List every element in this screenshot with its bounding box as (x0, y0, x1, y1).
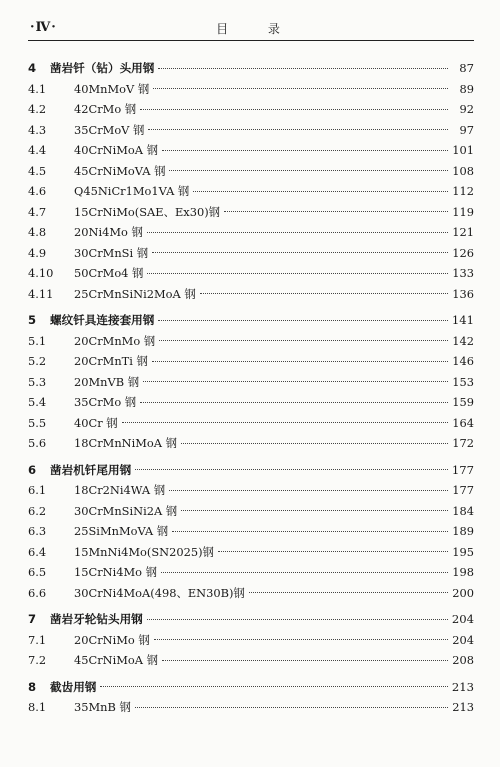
entry-page: 112 (452, 184, 474, 198)
table-of-contents (28, 60, 474, 720)
dot-leader (100, 686, 447, 687)
entry-page: 177 (451, 462, 474, 477)
entry-number: 4.5 (28, 163, 47, 178)
toc-section-row[interactable] (28, 503, 474, 524)
dot-leader (147, 273, 448, 274)
entry-title: 50CrMo4 钢 (74, 266, 144, 280)
dot-leader (162, 660, 448, 661)
dot-leader (158, 320, 448, 321)
entry-number: 6.3 (28, 524, 47, 538)
toc-section-row[interactable] (28, 415, 474, 436)
entry-page: 204 (452, 632, 474, 647)
dot-leader (135, 469, 448, 470)
entry-title: 25CrMnSiNi2MoA 钢 (74, 286, 196, 301)
entry-number: 5.4 (28, 395, 47, 409)
entry-page: 204 (451, 612, 474, 626)
toc-chapter-row[interactable] (28, 462, 474, 483)
entry-title: 20Ni4Mo 钢 (74, 225, 143, 239)
entry-page: 198 (452, 565, 474, 579)
entry-number: 4.2 (28, 102, 47, 116)
entry-title: 35CrMoV 钢 (74, 122, 145, 137)
toc-section-row[interactable] (28, 163, 474, 184)
entry-number: 6.2 (28, 503, 47, 518)
entry-page: 177 (452, 483, 474, 497)
entry-page: 208 (452, 653, 474, 667)
entry-page: 213 (452, 700, 474, 714)
toc-section-row[interactable] (28, 632, 474, 653)
toc-section-row[interactable] (28, 81, 474, 102)
entry-page: 126 (452, 245, 474, 260)
entry-title: 45CrNiMoA 钢 (74, 653, 159, 667)
entry-title: 15CrNi4Mo 钢 (74, 565, 158, 579)
dot-leader (154, 639, 448, 640)
entry-number: 5.5 (28, 415, 47, 430)
entry-page: 146 (452, 354, 474, 368)
dot-leader (159, 340, 448, 341)
toc-chapter-row[interactable] (28, 60, 474, 81)
entry-number: 4 (28, 61, 37, 75)
entry-title: 凿岩钎（钻）头用钢 (50, 61, 155, 75)
toc-section-row[interactable] (28, 523, 474, 544)
dot-leader (152, 361, 448, 362)
dot-leader (158, 68, 448, 69)
dot-leader (147, 232, 448, 233)
entry-number: 5.6 (28, 436, 47, 450)
entry-page: 101 (452, 143, 474, 157)
toc-section-row[interactable] (28, 544, 474, 565)
entry-title: 20CrMnTi 钢 (74, 354, 148, 368)
entry-page: 195 (452, 544, 474, 559)
entry-page: 119 (452, 204, 474, 219)
toc-chapter-row[interactable] (28, 611, 474, 632)
entry-page: 200 (452, 585, 474, 600)
toc-section-row[interactable] (28, 245, 474, 266)
dot-leader (181, 443, 448, 444)
toc-section-row[interactable] (28, 699, 474, 720)
toc-section-row[interactable] (28, 204, 474, 225)
entry-title: 15MnNi4Mo(SN2025)钢 (74, 544, 214, 559)
toc-section-row[interactable] (28, 652, 474, 673)
dot-leader (153, 88, 448, 89)
entry-title: 35CrMo 钢 (74, 395, 137, 409)
entry-title: 35MnB 钢 (74, 700, 131, 714)
dot-leader (147, 619, 448, 620)
entry-number: 6 (28, 462, 37, 477)
entry-number: 4.8 (28, 225, 47, 239)
entry-number: 4.7 (28, 204, 47, 219)
entry-title: 40Cr 钢 (74, 415, 118, 430)
dot-leader (140, 402, 448, 403)
entry-page: 92 (459, 102, 474, 116)
toc-section-row[interactable] (28, 333, 474, 354)
entry-page: 153 (452, 374, 474, 389)
entry-page: 87 (459, 61, 474, 75)
dot-leader (200, 293, 448, 294)
entry-page: 164 (452, 415, 474, 430)
entry-page: 141 (451, 313, 474, 327)
header-rule (28, 40, 474, 41)
entry-title: 30CrNi4MoA(498、EN30B)钢 (74, 585, 245, 600)
entry-title: 40MnMoV 钢 (74, 81, 150, 96)
dot-leader (162, 150, 448, 151)
entry-title: 25SiMnMoVA 钢 (74, 524, 169, 538)
entry-number: 6.4 (28, 544, 47, 559)
entry-title: 18CrMnNiMoA 钢 (74, 436, 178, 450)
dot-leader (224, 211, 448, 212)
entry-number: 4.9 (28, 245, 47, 260)
dot-leader (218, 551, 448, 552)
entry-page: 133 (452, 266, 474, 280)
dot-leader (152, 252, 448, 253)
toc-section-row[interactable] (28, 482, 474, 503)
entry-number: 4.3 (28, 122, 47, 137)
page-title: 目 录 (216, 22, 298, 36)
entry-page: 108 (452, 163, 474, 178)
entry-number: 5.1 (28, 333, 47, 348)
entry-title: 30CrMnSi 钢 (74, 245, 149, 260)
toc-section-row[interactable] (28, 353, 474, 374)
dot-leader (249, 592, 448, 593)
dot-leader (135, 707, 448, 708)
entry-number: 4.4 (28, 143, 47, 157)
dot-leader (143, 381, 448, 382)
entry-number: 4.6 (28, 184, 47, 198)
dot-leader (181, 510, 448, 511)
toc-section-row[interactable] (28, 122, 474, 143)
toc-section-row[interactable] (28, 374, 474, 395)
entry-number: 4.11 (28, 286, 54, 301)
entry-page: 121 (452, 225, 474, 239)
dot-leader (169, 170, 448, 171)
entry-page: 159 (452, 395, 474, 409)
entry-title: 凿岩机钎尾用钢 (50, 462, 132, 477)
entry-number: 6.1 (28, 483, 47, 497)
toc-section-row[interactable] (28, 394, 474, 415)
entry-title: 截齿用钢 (50, 679, 97, 694)
entry-title: 20CrNiMo 钢 (74, 632, 150, 647)
page-header (0, 0, 500, 44)
entry-page: 136 (452, 286, 474, 301)
entry-page: 172 (452, 436, 474, 450)
entry-number: 8 (28, 679, 37, 694)
toc-section-row[interactable] (28, 435, 474, 456)
entry-number: 5.2 (28, 354, 47, 368)
dot-leader (148, 129, 448, 130)
entry-title: 螺纹钎具连接套用钢 (50, 313, 155, 327)
toc-section-row[interactable] (28, 224, 474, 245)
entry-number: 8.1 (28, 700, 47, 714)
entry-number: 6.5 (28, 565, 47, 579)
entry-number: 5 (28, 313, 37, 327)
entry-number: 4.1 (28, 81, 47, 96)
entry-title: 42CrMo 钢 (74, 102, 137, 116)
toc-section-row[interactable] (28, 142, 474, 163)
entry-title: 20CrMnMo 钢 (74, 333, 156, 348)
page-number: ·Ⅳ· (30, 20, 57, 35)
entry-number: 4.10 (28, 266, 54, 280)
toc-section-row[interactable] (28, 286, 474, 307)
entry-page: 213 (451, 679, 474, 694)
entry-number: 7 (28, 612, 37, 626)
toc-section-row[interactable] (28, 183, 474, 204)
entry-title: 凿岩牙轮钻头用钢 (50, 612, 143, 626)
dot-leader (169, 490, 448, 491)
entry-number: 7.1 (28, 632, 47, 647)
toc-section-row[interactable] (28, 564, 474, 585)
entry-title: 40CrNiMoA 钢 (74, 143, 159, 157)
toc-section-row[interactable] (28, 101, 474, 122)
entry-number: 7.2 (28, 653, 47, 667)
entry-title: Q45NiCr1Mo1VA 钢 (74, 184, 190, 198)
entry-title: 15CrNiMo(SAE、Ex30)钢 (74, 204, 221, 219)
dot-leader (122, 422, 448, 423)
dot-leader (161, 572, 448, 573)
dot-leader (172, 531, 448, 532)
entry-title: 18Cr2Ni4WA 钢 (74, 483, 166, 497)
entry-title: 45CrNiMoVA 钢 (74, 163, 166, 178)
dot-leader (193, 191, 448, 192)
entry-page: 89 (459, 81, 474, 96)
dot-leader (140, 109, 448, 110)
entry-page: 189 (452, 524, 474, 538)
entry-page: 97 (459, 122, 474, 137)
entry-page: 184 (452, 503, 474, 518)
toc-chapter-row[interactable] (28, 679, 474, 700)
entry-number: 5.3 (28, 374, 47, 389)
toc-section-row[interactable] (28, 265, 474, 286)
entry-page: 142 (452, 333, 474, 348)
toc-chapter-row[interactable] (28, 312, 474, 333)
toc-section-row[interactable] (28, 585, 474, 606)
entry-number: 6.6 (28, 585, 47, 600)
entry-title: 20MnVB 钢 (74, 374, 140, 389)
entry-title: 30CrMnSiNi2A 钢 (74, 503, 178, 518)
